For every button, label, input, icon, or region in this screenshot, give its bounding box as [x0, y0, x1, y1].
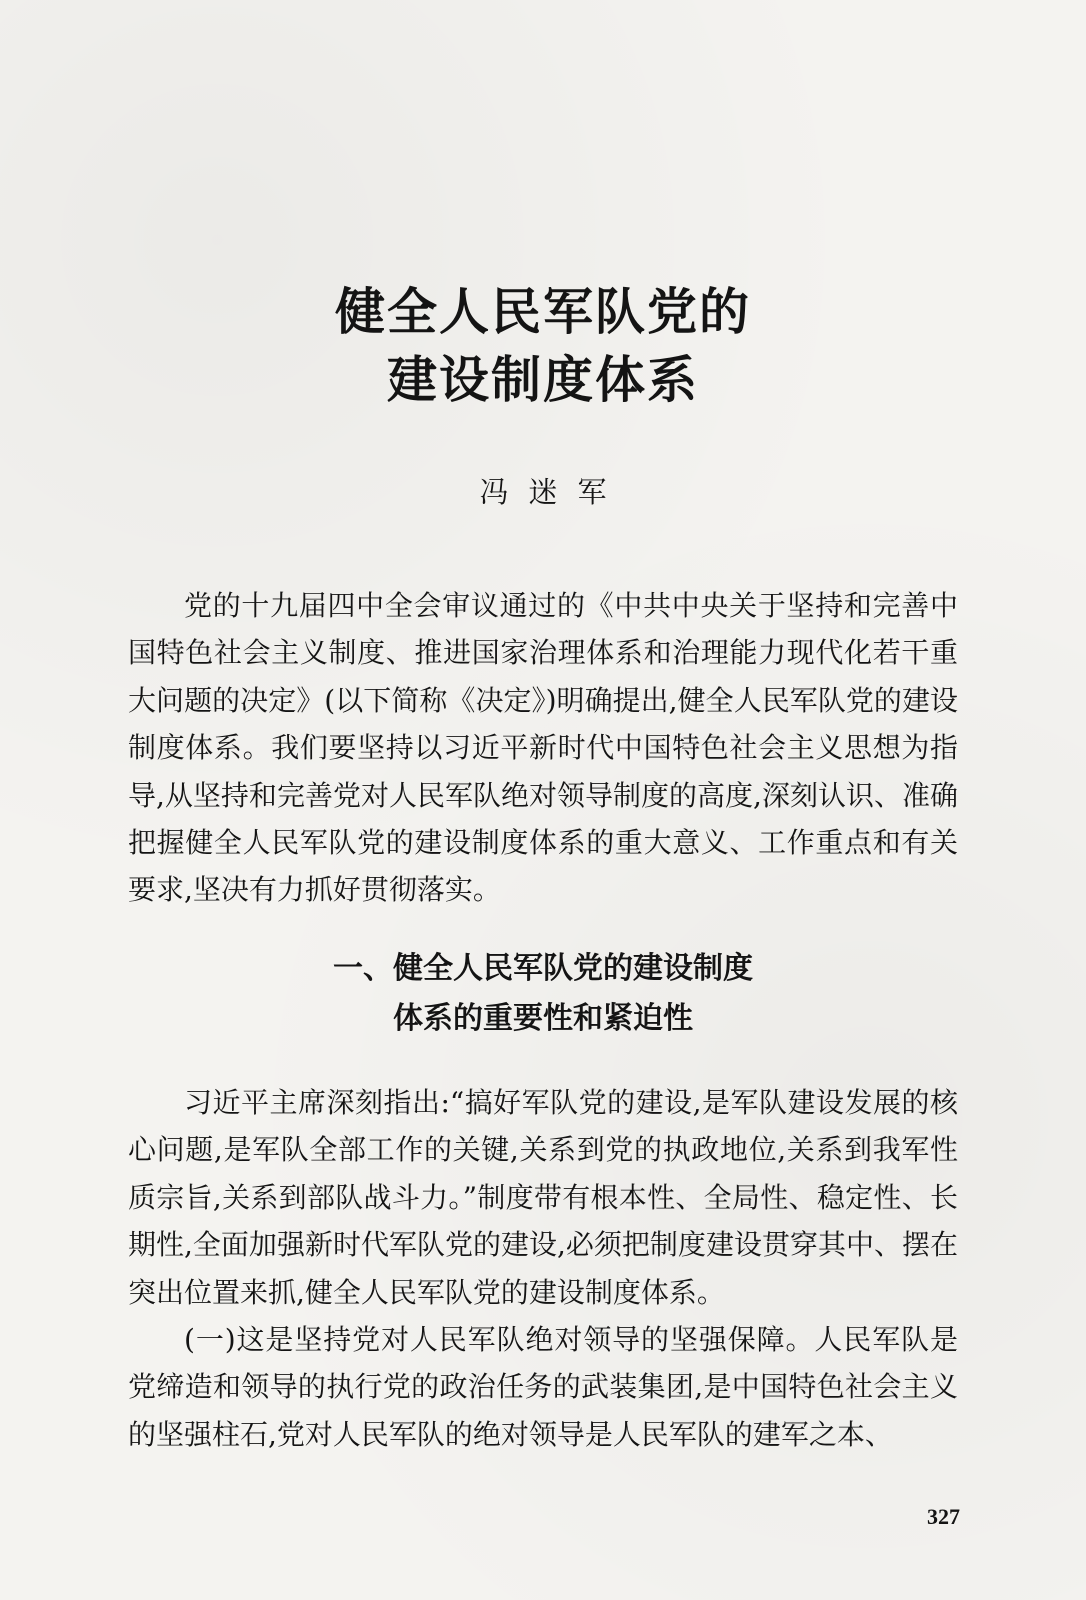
author-name: 冯迷军 [479, 475, 627, 509]
body-paragraph: (一)这是坚持党对人民军队绝对领导的坚强保障。人民军队是党缔造和领导的执行党的政治任务的武装集团,是中国特色社会主义的坚强柱石,党对人民军队的绝对领导是人民军队的建军之本、 [128, 1323, 958, 1451]
intro-paragraph: 党的十九届四中全会审议通过的《中共中央关于坚持和完善中国特色社会主义制度、推进国家治理体系和治理能力现代化若干重大问题的决定》(以下简称《决定》)明确提出,健全人民军队党的建设制度体系。我们要坚持以习近平新时代中国特色社会主义思想为指导,从坚持和完善党对人民军队绝对领导制度的高度,深刻认识、准确把握健全人民军队党的建设制度体系的重大意义、工作重点和有关要求,坚决有力抓好贯彻落实。 [128, 589, 958, 907]
article-title-line-1: 健全人民军队党的 [335, 283, 751, 341]
section-heading-line-1: 一、健全人民军队党的建设制度 [333, 951, 753, 986]
page-number: 327 [927, 1504, 960, 1529]
article-title-line-2: 建设制度体系 [387, 351, 699, 409]
body-paragraph: 习近平主席深刻指出:“搞好军队党的建设,是军队建设发展的核心问题,是军队全部工作的关键,关系到党的执政地位,关系到我军性质宗旨,关系到部队战斗力。”制度带有根本性、全局性、稳定性、长期性,全面加强新时代军队党的建设,必须把制度建设贯穿其中、摆在突出位置来抓,健全人民军队党的建设制度体系。 [128, 1086, 958, 1309]
section-heading-line-2: 体系的重要性和紧迫性 [393, 1001, 693, 1036]
